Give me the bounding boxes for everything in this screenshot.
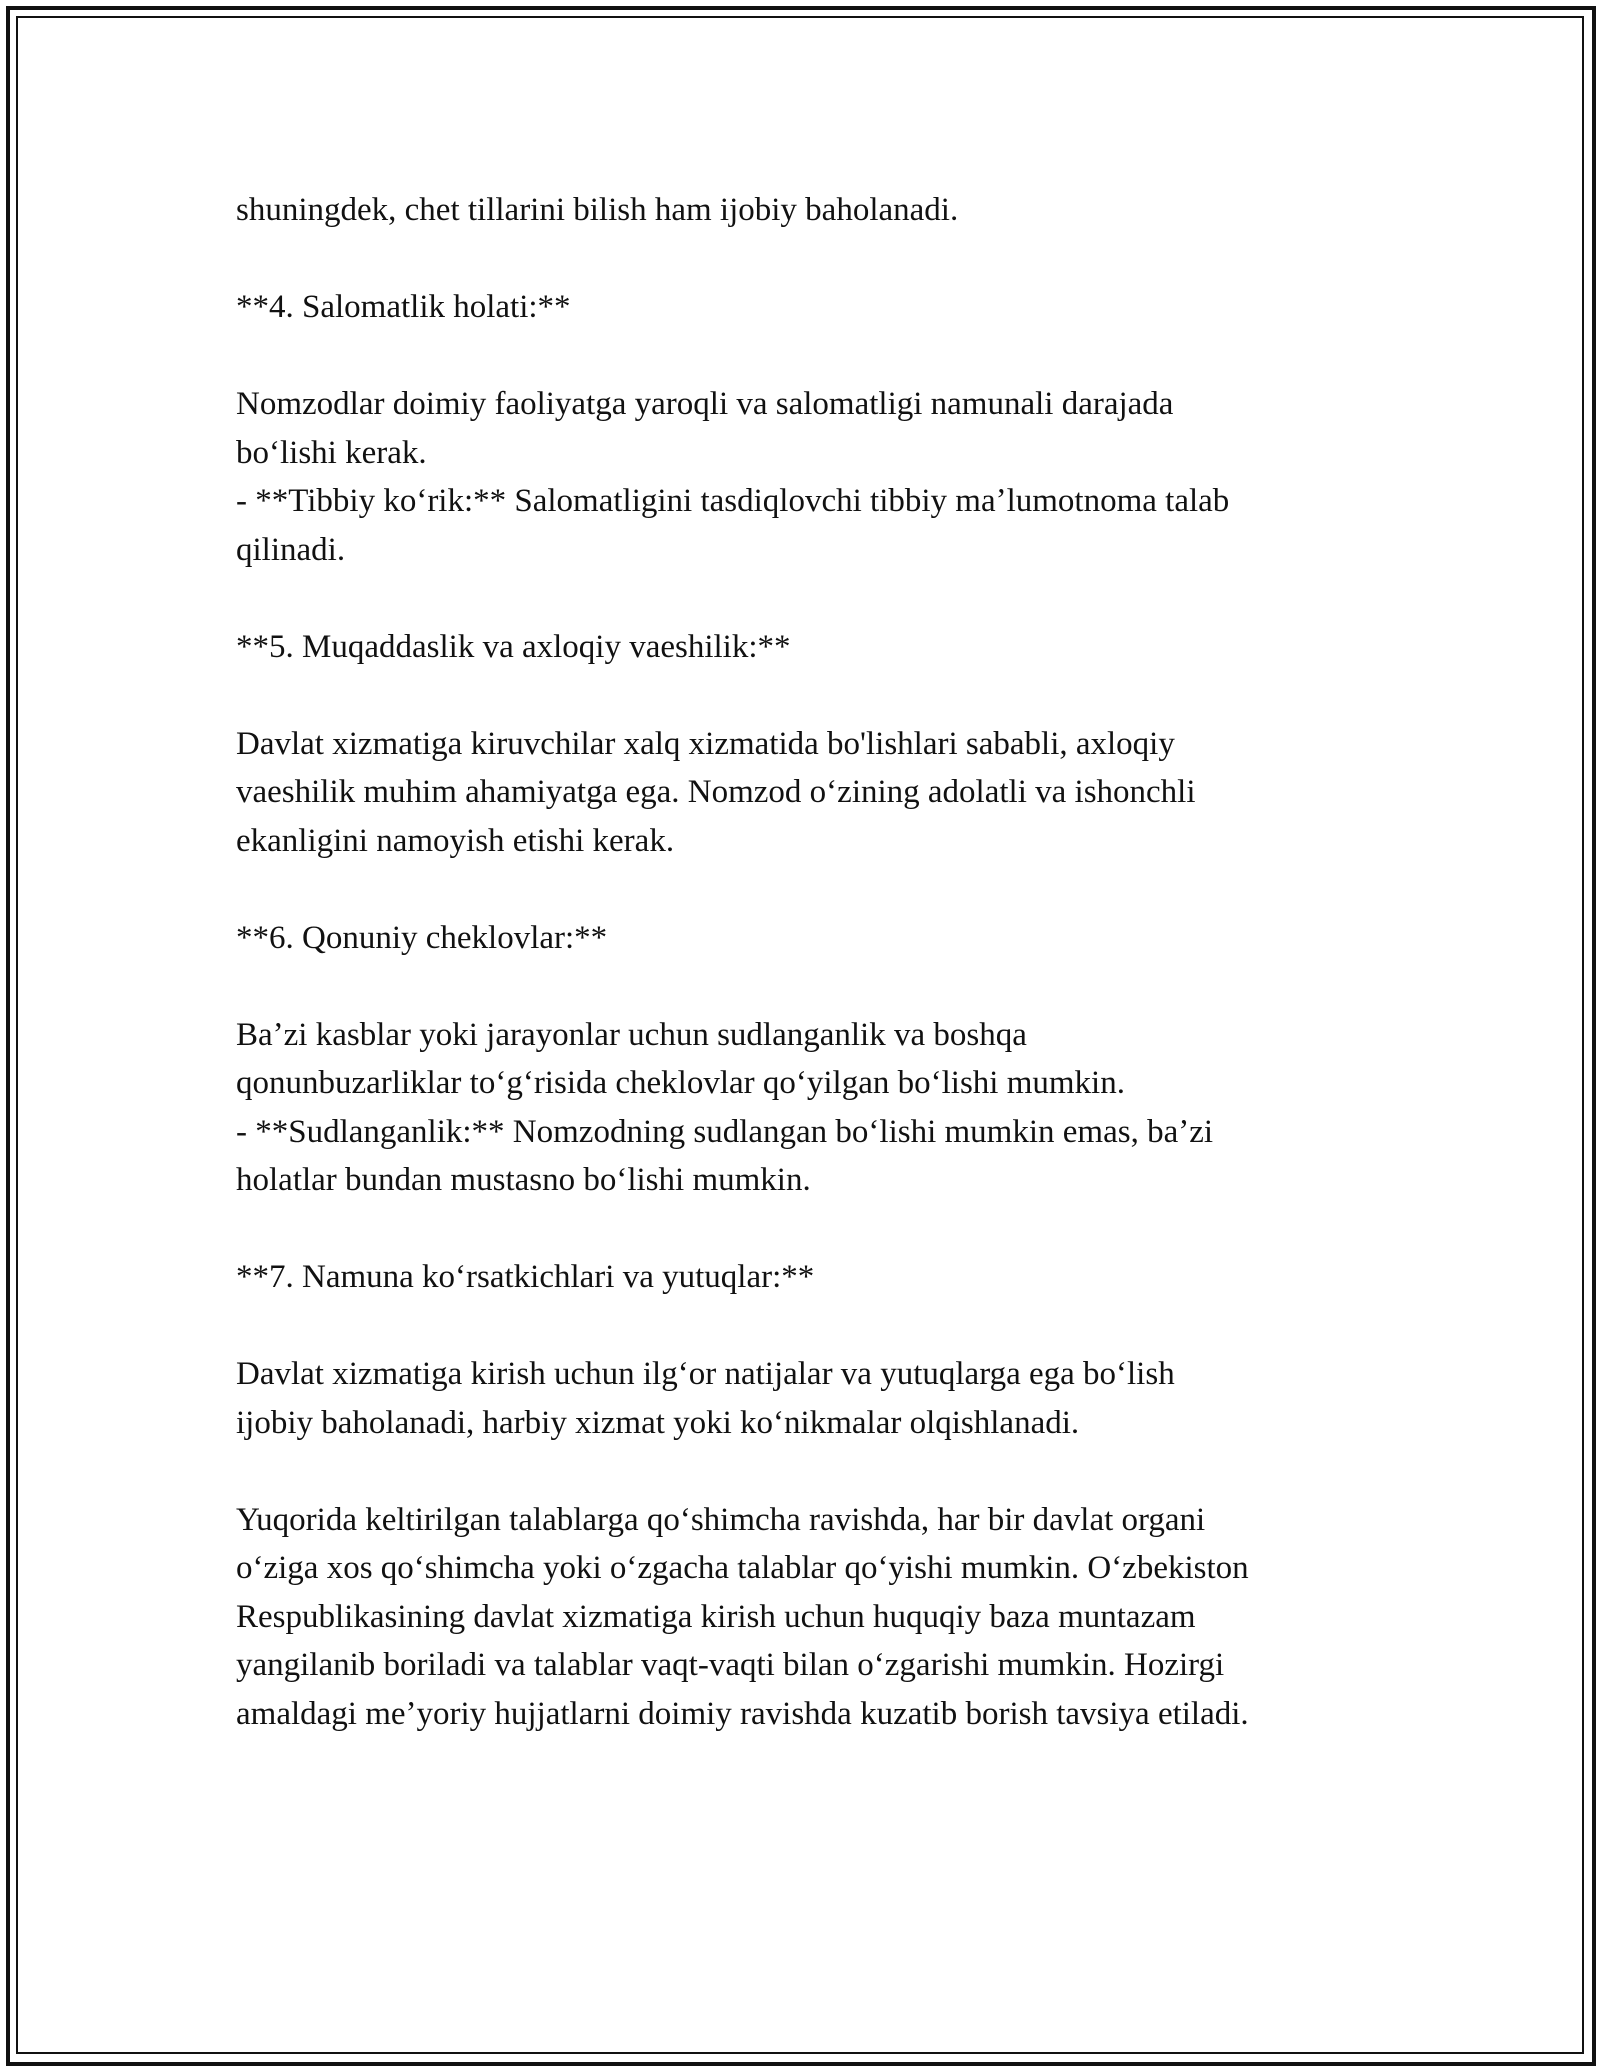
- paragraph-line: amaldagi meʼyoriy hujjatlarni doimiy ravishda kuzatib borish tavsiya etiladi.: [236, 1695, 1249, 1732]
- paragraph-line: oʻziga xos qoʻshimcha yoki oʻzgacha talablar qoʻyishi mumkin. Oʻzbekiston: [236, 1550, 1249, 1586]
- list-item-line: - **Sudlanganlik:** Nomzodning sudlangan boʻlishi mumkin emas, baʼzi: [236, 1113, 1214, 1150]
- paragraph-line: Respublikasining davlat xizmatiga kirish uchun huquqiy baza muntazam: [236, 1598, 1196, 1635]
- document-body: [236, 186, 1416, 1738]
- paragraph-line: Nomzodlar doimiy faoliyatga yaroqli va salomatligi namunali darajada: [236, 386, 1174, 422]
- paragraph-line: Davlat xizmatiga kirish uchun ilgʻor natijalar va yutuqlarga ega boʻlish: [236, 1356, 1175, 1392]
- section-heading-6: **6. Qonuniy cheklovlar:**: [236, 919, 608, 956]
- paragraph-gap: [236, 332, 1416, 381]
- paragraph-gap: [236, 1205, 1416, 1254]
- paragraph-line: Davlat xizmatiga kiruvchilar xalq xizmatida bo'lishlari sababli, axloqiy: [236, 725, 1175, 762]
- paragraph-gap: [236, 865, 1416, 914]
- paragraph-line: yangilanib boriladi va talablar vaqt-vaqti bilan oʻzgarishi mumkin. Hozirgi: [236, 1647, 1225, 1683]
- paragraph-gap: [236, 235, 1416, 284]
- paragraph-gap: [236, 671, 1416, 720]
- paragraph-line: boʻlishi kerak.: [236, 434, 427, 471]
- paragraph-gap: [236, 1447, 1416, 1496]
- paragraph-gap: [236, 574, 1416, 623]
- section-heading-4: **4. Salomatlik holati:**: [236, 289, 571, 325]
- paragraph-gap: [236, 1302, 1416, 1351]
- list-item-line: holatlar bundan mustasno boʻlishi mumkin.: [236, 1162, 811, 1198]
- paragraph-line: qonunbuzarliklar toʻgʻrisida cheklovlar qoʻyilgan boʻlishi mumkin.: [236, 1065, 1125, 1101]
- list-item-line: - **Tibbiy koʻrik:** Salomatligini tasdiqlovchi tibbiy maʼlumotnoma talab: [236, 483, 1230, 519]
- paragraph-gap: [236, 962, 1416, 1011]
- paragraph-line: Baʼzi kasblar yoki jarayonlar uchun sudlanganlik va boshqa: [236, 1016, 1027, 1053]
- paragraph-line: vaeshilik muhim ahamiyatga ega. Nomzod oʻzining adolatli va ishonchli: [236, 774, 1196, 810]
- section-heading-7: **7. Namuna koʻrsatkichlari va yutuqlar:**: [236, 1259, 815, 1295]
- paragraph-line: ekanligini namoyish etishi kerak.: [236, 822, 675, 859]
- list-item-line: qilinadi.: [236, 531, 346, 568]
- paragraph-line: shuningdek, chet tillarini bilish ham ijobiy baholanadi.: [236, 192, 959, 228]
- section-heading-5: **5. Muqaddaslik va axloqiy vaeshilik:**: [236, 628, 791, 665]
- paragraph-line: Yuqorida keltirilgan talablarga qoʻshimcha ravishda, har bir davlat organi: [236, 1501, 1206, 1538]
- paragraph-line: ijobiy baholanadi, harbiy xizmat yoki koʻnikmalar olqishlanadi.: [236, 1404, 1080, 1441]
